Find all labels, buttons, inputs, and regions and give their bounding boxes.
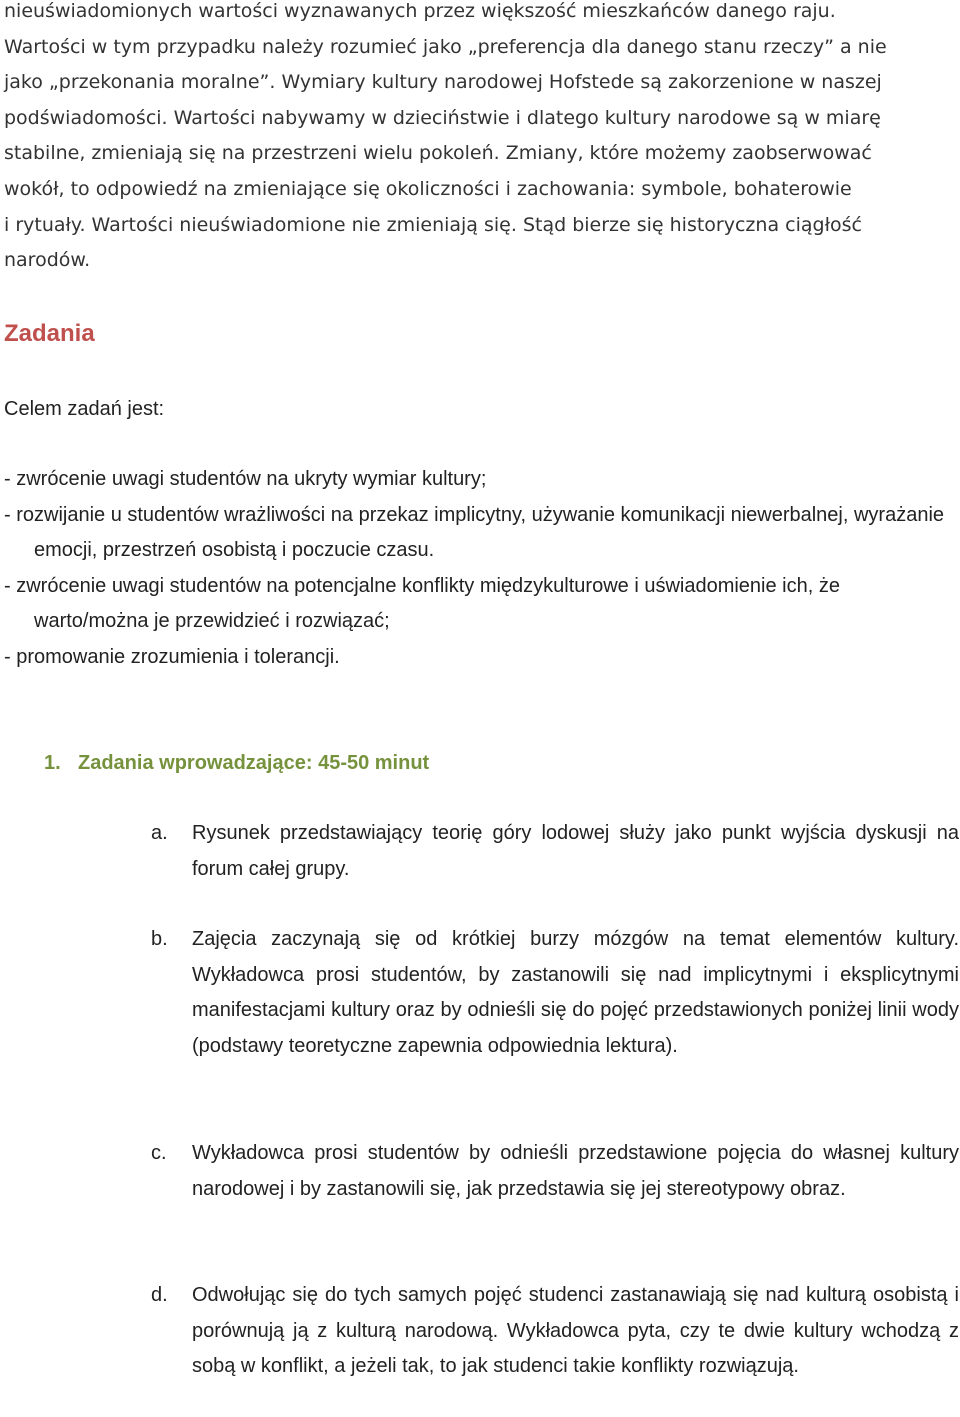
intro-line: jako „przekonania moralne”. Wymiary kultury narodowej Hofstede są zakorzenione w naszej [4, 71, 882, 94]
task-item [151, 816, 959, 887]
goals-lead: Celem zadań jest: [4, 398, 165, 420]
task-letter: b. [151, 928, 168, 950]
intro-line: wokół, to odpowiedź na zmieniające się okoliczności i zachowania: symbole, bohaterowie [4, 177, 852, 200]
goal-item: - promowanie zrozumienia i tolerancji. [4, 645, 340, 668]
task-text: Odwołując się do tych samych pojęć studenci zastanawiają się nad kulturą osobistą i porównują ją z kulturą narodową. Wykładowca pyta, czy te dwie kultury wchodzą z sobą w konflikt, a jeżeli tak, to jak studenci takie konflikty rozwiązują. [192, 1284, 959, 1377]
task-letter: d. [151, 1284, 168, 1306]
goals-list [4, 462, 954, 675]
subsection-title: Zadania wprowadzające: 45-50 minut [78, 752, 430, 774]
goal-item: - zwrócenie uwagi studentów na ukryty wymiar kultury; [4, 468, 487, 490]
task-item [151, 922, 959, 1064]
task-item [151, 1278, 959, 1385]
intro-paragraph [4, 0, 959, 279]
task-text: Rysunek przedstawiający teorię góry lodowej służy jako punkt wyjścia dyskusji na forum całej grupy. [192, 822, 959, 880]
intro-line: Wartości w tym przypadku należy rozumieć jako „preferencja dla danego stanu rzeczy” a nie [4, 35, 887, 58]
intro-line: podświadomości. Wartości nabywamy w dzieciństwie i dlatego kultury narodowe są w miarę [4, 106, 881, 129]
task-item [151, 1136, 959, 1207]
subsection-heading [44, 745, 429, 781]
intro-line: nieuświadomionych wartości wyznawanych przez większość mieszkańców danego raju. [4, 0, 836, 22]
task-letter: a. [151, 822, 168, 844]
goal-item: - zwrócenie uwagi studentów na potencjalne konflikty międzykulturowe i uświadomienie ich, że warto/można je przewidzieć i rozwiązać; [4, 574, 840, 632]
intro-line: stabilne, zmieniają się na przestrzeni wielu pokoleń. Zmiany, które możemy zaobserwować [4, 142, 872, 165]
task-text: Zajęcia zaczynają się od krótkiej burzy mózgów na temat elementów kultury. Wykładowca prosi studentów, by zastanowili się nad implicytnymi i eksplicytnymi manifestacjami kultury oraz by odnieśli się do pojęć przedstawionych poniżej linii wody (podstawy teoretyczne zapewnia odpowiednia lektura). [192, 928, 959, 1057]
subsection-number: 1. [44, 752, 61, 774]
task-text: Wykładowca prosi studentów by odnieśli przedstawione pojęcia do własnej kultury narodowej i by zastanowili się, jak przedstawia się jej stereotypowy obraz. [192, 1142, 959, 1200]
section-heading: Zadania [4, 320, 95, 347]
intro-line: i rytuały. Wartości nieuświadomione nie zmieniają się. Stąd bierze się historyczna ciągłość [4, 213, 862, 236]
task-letter: c. [151, 1142, 167, 1164]
intro-line: narodów. [4, 249, 91, 272]
goal-item: - rozwijanie u studentów wrażliwości na przekaz implicytny, używanie komunikacji niewerbalnej, wyrażanie emocji, przestrzeń osobistą i poczucie czasu. [4, 503, 945, 561]
